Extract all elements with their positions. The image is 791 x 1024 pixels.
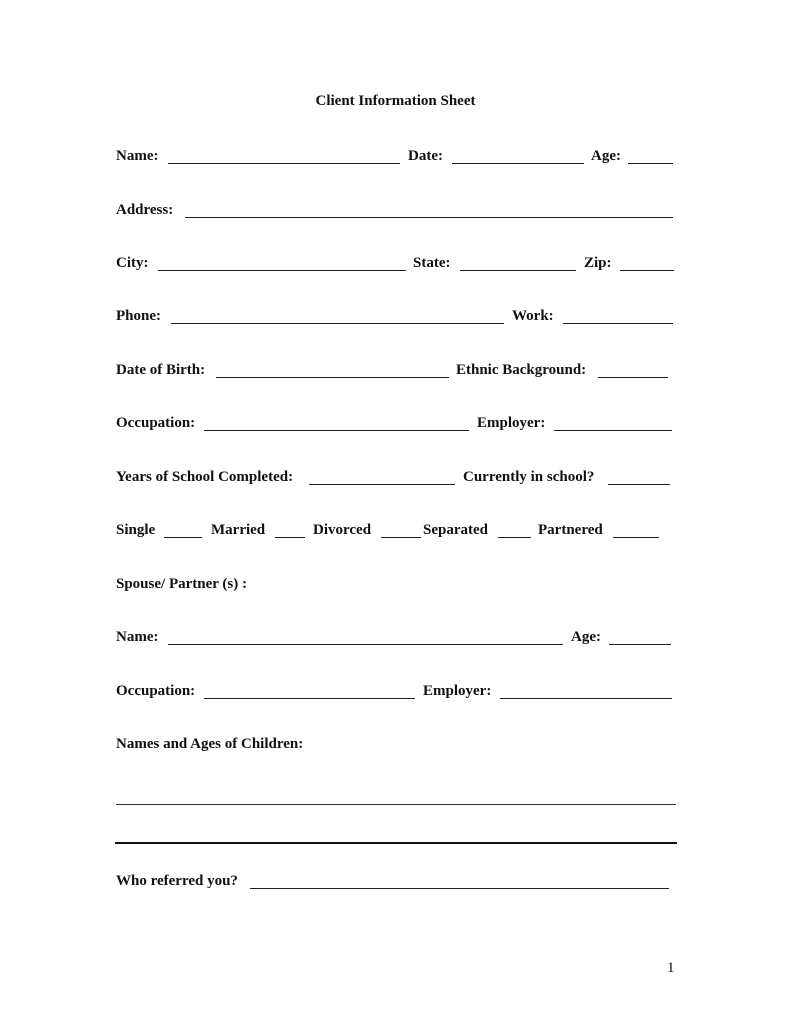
city-field[interactable]	[158, 270, 406, 271]
row-referred	[116, 873, 676, 893]
ethnic-label: Ethnic Background:	[456, 362, 587, 378]
dob-field[interactable]	[216, 377, 449, 378]
spouse-name-field[interactable]	[168, 644, 563, 645]
in-school-field[interactable]	[608, 484, 670, 485]
row-spouse-occupation-employer	[116, 683, 676, 703]
divorced-label: Divorced	[313, 522, 372, 538]
occupation-field[interactable]	[204, 430, 469, 431]
phone-field[interactable]	[171, 323, 504, 324]
row-school	[116, 469, 676, 489]
employer-field[interactable]	[554, 430, 672, 431]
row-spouse-name-age	[116, 629, 676, 649]
age-field[interactable]	[628, 163, 673, 164]
referred-field[interactable]	[250, 888, 669, 889]
row-occupation-employer	[116, 415, 676, 435]
page-title: Client Information Sheet	[315, 93, 476, 109]
school-years-label: Years of School Completed:	[116, 469, 294, 485]
row-children-heading	[116, 736, 676, 756]
ethnic-field[interactable]	[598, 377, 668, 378]
row-city-state-zip	[116, 255, 676, 275]
partnered-label: Partnered	[538, 522, 603, 538]
row-address	[116, 202, 676, 222]
zip-field[interactable]	[620, 270, 674, 271]
spouse-heading: Spouse/ Partner (s) :	[116, 576, 247, 592]
phone-label: Phone:	[116, 308, 161, 324]
children-field-line-1[interactable]	[116, 804, 676, 805]
spouse-employer-label: Employer:	[423, 683, 492, 699]
zip-label: Zip:	[584, 255, 612, 271]
spouse-name-label: Name:	[116, 629, 159, 645]
row-dob-ethnic	[116, 362, 676, 382]
row-name-date-age	[116, 148, 676, 168]
in-school-label: Currently in school?	[463, 469, 595, 485]
name-field[interactable]	[168, 163, 400, 164]
state-label: State:	[413, 255, 451, 271]
separated-field[interactable]	[498, 537, 531, 538]
married-label: Married	[211, 522, 266, 538]
children-field-line-2[interactable]	[115, 842, 677, 844]
name-label: Name:	[116, 148, 159, 164]
row-spouse-heading	[116, 576, 676, 596]
separated-label: Separated	[423, 522, 488, 538]
occupation-label: Occupation:	[116, 415, 196, 431]
page-number: 1	[667, 960, 675, 976]
state-field[interactable]	[460, 270, 576, 271]
partnered-field[interactable]	[613, 537, 659, 538]
date-label: Date:	[408, 148, 443, 164]
dob-label: Date of Birth:	[116, 362, 206, 378]
employer-label: Employer:	[477, 415, 546, 431]
married-field[interactable]	[275, 537, 305, 538]
row-phone-work	[116, 308, 676, 328]
date-field[interactable]	[452, 163, 584, 164]
address-field[interactable]	[185, 217, 673, 218]
children-heading: Names and Ages of Children:	[116, 736, 304, 752]
single-label: Single	[116, 522, 156, 538]
spouse-age-field[interactable]	[609, 644, 671, 645]
spouse-age-label: Age:	[571, 629, 601, 645]
address-label: Address:	[116, 202, 174, 218]
work-label: Work:	[512, 308, 554, 324]
single-field[interactable]	[164, 537, 202, 538]
age-label: Age:	[591, 148, 621, 164]
divorced-field[interactable]	[381, 537, 421, 538]
spouse-employer-field[interactable]	[500, 698, 672, 699]
school-years-field[interactable]	[309, 484, 455, 485]
spouse-occupation-field[interactable]	[204, 698, 415, 699]
referred-label: Who referred you?	[116, 873, 238, 889]
city-label: City:	[116, 255, 149, 271]
work-field[interactable]	[563, 323, 673, 324]
spouse-occupation-label: Occupation:	[116, 683, 196, 699]
row-marital-status	[116, 522, 676, 542]
